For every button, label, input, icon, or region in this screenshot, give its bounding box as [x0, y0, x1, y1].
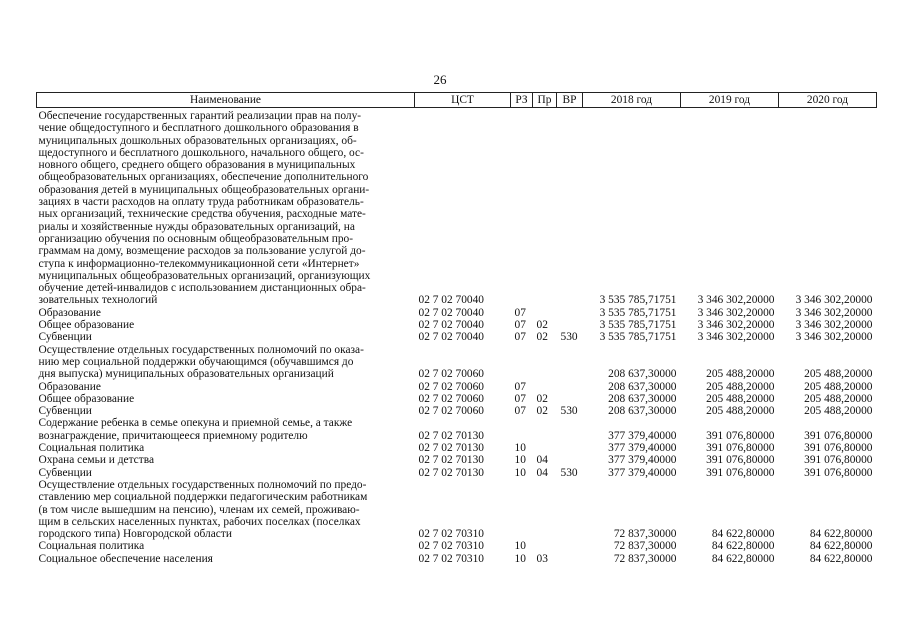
- cst-cell: 02 7 02 70130: [418, 454, 484, 467]
- name-line: Общее образование: [38, 319, 135, 332]
- value-2020-cell: 3 346 302,20000: [795, 306, 873, 319]
- row-name-cell: [37, 442, 415, 454]
- cst-cell: 02 7 02 70040: [418, 294, 484, 307]
- pr-cell: 02: [536, 331, 548, 344]
- value-2018-cell: 72 837,30000: [613, 540, 677, 553]
- row-name-cell: [37, 553, 415, 565]
- vr-cell: [557, 454, 583, 466]
- row-name-cell: [37, 479, 415, 540]
- header-vr: ВР: [557, 93, 583, 108]
- value-2019-cell: 84 622,80000: [711, 552, 775, 565]
- budget-table: [36, 92, 877, 565]
- value-2019-cell: 3 346 302,20000: [697, 306, 775, 319]
- table-row: [37, 307, 877, 319]
- value-2019-cell: 391 076,80000: [706, 429, 775, 442]
- cst-cell: 02 7 02 70040: [418, 331, 484, 344]
- header-cst: ЦСТ: [415, 93, 511, 108]
- pr-cell: 04: [536, 454, 548, 467]
- name-line: нию мер социальной поддержки обучающимся (обучавшимся до: [38, 355, 354, 368]
- name-line: муниципальных дошкольных образовательных организациях, об-: [38, 134, 357, 147]
- row-name-cell: [37, 319, 415, 331]
- row-name-cell: [37, 331, 415, 343]
- vr-cell: [557, 319, 583, 331]
- cst-cell: 02 7 02 70040: [418, 306, 484, 319]
- value-2018-cell: 3 535 785,71751: [599, 306, 677, 319]
- value-2020-cell: 391 076,80000: [804, 429, 873, 442]
- row-name-cell: [37, 467, 415, 479]
- table-row: [37, 344, 877, 381]
- value-2020-cell: 84 622,80000: [809, 552, 873, 565]
- pr-cell: 02: [536, 405, 548, 418]
- vr-cell: [557, 381, 583, 393]
- cst-cell: 02 7 02 70060: [418, 380, 484, 393]
- rz-cell: 07: [514, 392, 526, 405]
- value-2019-cell: 205 488,20000: [706, 405, 775, 418]
- name-line: Осуществление отдельных государственных полномочий по предо-: [38, 478, 367, 491]
- value-2018-cell: 3 535 785,71751: [599, 319, 677, 332]
- cst-cell: 02 7 02 70130: [418, 442, 484, 455]
- pr-cell: 04: [536, 466, 548, 479]
- value-2020-cell: 3 346 302,20000: [795, 319, 873, 332]
- value-2020-cell: 205 488,20000: [804, 380, 873, 393]
- header-rz: РЗ: [511, 93, 533, 108]
- table-body: [37, 108, 877, 565]
- name-line: Образование: [38, 380, 101, 393]
- header-2019: 2019 год: [681, 93, 779, 108]
- vr-cell: [557, 442, 583, 454]
- name-line: дня выпуска) муниципальных образовательных организаций: [38, 368, 334, 381]
- header-row: [37, 93, 877, 108]
- row-name-cell: [37, 344, 415, 381]
- rz-cell: 10: [514, 454, 526, 467]
- table-row: [37, 417, 877, 442]
- row-name-cell: [37, 307, 415, 319]
- pr-cell: 02: [536, 392, 548, 405]
- value-2020-cell: 391 076,80000: [804, 466, 873, 479]
- value-2020-cell: 84 622,80000: [809, 540, 873, 553]
- row-name-cell: [37, 393, 415, 405]
- rz-cell: [511, 479, 533, 540]
- value-2019-cell: 3 346 302,20000: [697, 294, 775, 307]
- row-name-cell: [37, 381, 415, 393]
- name-line: вознаграждение, причитающееся приемному родителю: [38, 429, 308, 442]
- rz-cell: 07: [514, 405, 526, 418]
- name-line: Субвенции: [38, 466, 92, 479]
- value-2020-cell: 205 488,20000: [804, 405, 873, 418]
- name-line: Социальная политика: [38, 442, 145, 455]
- name-line: Образование: [38, 306, 101, 319]
- value-2019-cell: 391 076,80000: [706, 454, 775, 467]
- value-2018-cell: 208 637,30000: [608, 368, 677, 381]
- name-line: риалы и хозяйственные нужды образовательных организаций, на: [38, 220, 355, 233]
- pr-cell: [533, 307, 557, 319]
- name-line: Социальное обеспечение населения: [38, 552, 213, 565]
- table-row: [37, 108, 877, 307]
- table-row: [37, 454, 877, 466]
- rz-cell: [511, 108, 533, 307]
- table-row: [37, 479, 877, 540]
- vr-cell: 530: [560, 466, 578, 479]
- cst-cell: 02 7 02 70310: [418, 528, 484, 541]
- rz-cell: 10: [514, 540, 526, 553]
- value-2019-cell: 205 488,20000: [706, 392, 775, 405]
- value-2018-cell: 3 535 785,71751: [599, 331, 677, 344]
- value-2018-cell: 208 637,30000: [608, 380, 677, 393]
- row-name-cell: [37, 540, 415, 552]
- name-line: ставлению мер социальной поддержки педагогическим работникам: [38, 491, 368, 504]
- name-line: образования детей в муниципальных общеобразовательных органи-: [38, 183, 370, 196]
- name-line: чение общедоступного и бесплатного дошкольного образования в: [38, 122, 359, 135]
- name-line: ных организаций, технические средства обучения, расходные мате-: [38, 208, 366, 221]
- value-2020-cell: 3 346 302,20000: [795, 331, 873, 344]
- pr-cell: [533, 344, 557, 381]
- value-2020-cell: 84 622,80000: [809, 528, 873, 541]
- table-row: [37, 467, 877, 479]
- cst-cell: 02 7 02 70060: [418, 405, 484, 418]
- value-2019-cell: 84 622,80000: [711, 528, 775, 541]
- table-row: [37, 319, 877, 331]
- name-line: обучение детей-инвалидов с использованием дистанционных обра-: [38, 282, 366, 295]
- name-line: зациях в части расходов на оплату труда работникам образователь-: [38, 196, 364, 209]
- row-name-cell: [37, 405, 415, 417]
- value-2020-cell: 391 076,80000: [804, 442, 873, 455]
- rz-cell: [511, 344, 533, 381]
- cst-cell: 02 7 02 70310: [418, 552, 484, 565]
- name-line: граммам на дому, возмещение расходов за пользование услугой до-: [38, 245, 366, 258]
- vr-cell: [557, 479, 583, 540]
- vr-cell: [557, 540, 583, 552]
- value-2019-cell: 84 622,80000: [711, 540, 775, 553]
- value-2019-cell: 205 488,20000: [706, 380, 775, 393]
- table-header: [37, 93, 877, 108]
- pr-cell: [533, 108, 557, 307]
- rz-cell: 07: [514, 331, 526, 344]
- name-line: ступа к информационно-телекоммуникационной сети «Интернет»: [38, 257, 360, 270]
- rz-cell: 07: [514, 380, 526, 393]
- vr-cell: [557, 108, 583, 307]
- name-line: (в том числе вышедшим на пенсию), членам их семей, проживаю-: [38, 503, 360, 516]
- name-line: Содержание ребенка в семье опекуна и приемной семье, а также: [38, 417, 353, 430]
- name-line: городского типа) Новгородской области: [38, 528, 232, 541]
- value-2018-cell: 3 535 785,71751: [599, 294, 677, 307]
- pr-cell: 03: [536, 552, 548, 565]
- name-line: Общее образование: [38, 392, 135, 405]
- value-2020-cell: 205 488,20000: [804, 392, 873, 405]
- table-row: [37, 331, 877, 343]
- value-2019-cell: 391 076,80000: [706, 466, 775, 479]
- rz-cell: 07: [514, 319, 526, 332]
- value-2018-cell: 377 379,40000: [608, 454, 677, 467]
- value-2019-cell: 3 346 302,20000: [697, 319, 775, 332]
- value-2019-cell: 3 346 302,20000: [697, 331, 775, 344]
- rz-cell: 07: [514, 306, 526, 319]
- table-row: [37, 405, 877, 417]
- value-2018-cell: 72 837,30000: [613, 528, 677, 541]
- vr-cell: [557, 307, 583, 319]
- pr-cell: [533, 442, 557, 454]
- row-name-cell: [37, 454, 415, 466]
- header-2018: 2018 год: [583, 93, 681, 108]
- cst-cell: 02 7 02 70060: [418, 368, 484, 381]
- vr-cell: [557, 393, 583, 405]
- table-row: [37, 381, 877, 393]
- table-row: [37, 442, 877, 454]
- pr-cell: [533, 417, 557, 442]
- vr-cell: [557, 344, 583, 381]
- cst-cell: 02 7 02 70040: [418, 319, 484, 332]
- name-line: щедоступного и бесплатного дошкольного, начального общего, ос-: [38, 146, 364, 159]
- pr-cell: [533, 479, 557, 540]
- name-line: щим в сельских населенных пунктах, рабочих поселках (поселках: [38, 515, 361, 528]
- cst-cell: 02 7 02 70130: [418, 429, 484, 442]
- vr-cell: [557, 417, 583, 442]
- page-number: 26: [433, 72, 447, 87]
- value-2018-cell: 72 837,30000: [613, 552, 677, 565]
- rz-cell: 10: [514, 442, 526, 455]
- value-2018-cell: 208 637,30000: [608, 392, 677, 405]
- name-line: Обеспечение государственных гарантий реализации прав на полу-: [38, 110, 362, 122]
- pr-cell: [533, 381, 557, 393]
- header-pr: Пр: [533, 93, 557, 108]
- row-name-cell: [37, 108, 415, 307]
- header-name: Наименование: [37, 93, 415, 108]
- name-line: Субвенции: [38, 331, 92, 344]
- header-2020: 2020 год: [779, 93, 877, 108]
- cst-cell: 02 7 02 70060: [418, 392, 484, 405]
- name-line: новного общего, среднего общего образования в муниципальных: [38, 159, 356, 172]
- pr-cell: [533, 540, 557, 552]
- value-2020-cell: 3 346 302,20000: [795, 294, 873, 307]
- name-line: организацию обучения по основным общеобразовательным про-: [38, 232, 354, 245]
- value-2020-cell: 391 076,80000: [804, 454, 873, 467]
- table-row: [37, 540, 877, 552]
- value-2018-cell: 208 637,30000: [608, 405, 677, 418]
- value-2018-cell: 377 379,40000: [608, 429, 677, 442]
- vr-cell: 530: [560, 331, 578, 344]
- rz-cell: [511, 417, 533, 442]
- row-name-cell: [37, 417, 415, 442]
- table-row: [37, 393, 877, 405]
- value-2020-cell: 205 488,20000: [804, 368, 873, 381]
- value-2019-cell: 391 076,80000: [706, 442, 775, 455]
- vr-cell: [557, 553, 583, 565]
- rz-cell: 10: [514, 466, 526, 479]
- cst-cell: 02 7 02 70310: [418, 540, 484, 553]
- value-2019-cell: 205 488,20000: [706, 368, 775, 381]
- name-line: Субвенции: [38, 405, 92, 418]
- name-line: Социальная политика: [38, 540, 145, 553]
- name-line: зовательных технологий: [38, 294, 158, 307]
- name-line: Осуществление отдельных государственных полномочий по оказа-: [38, 343, 364, 356]
- pr-cell: 02: [536, 319, 548, 332]
- name-line: Охрана семьи и детства: [38, 454, 154, 467]
- name-line: общеобразовательных организациях, обеспечение дополнительного: [38, 171, 369, 184]
- rz-cell: 10: [514, 552, 526, 565]
- name-line: муниципальных общеобразовательных организаций, организующих: [38, 269, 371, 282]
- vr-cell: 530: [560, 405, 578, 418]
- table-row: [37, 553, 877, 565]
- cst-cell: 02 7 02 70130: [418, 466, 484, 479]
- value-2018-cell: 377 379,40000: [608, 442, 677, 455]
- value-2018-cell: 377 379,40000: [608, 466, 677, 479]
